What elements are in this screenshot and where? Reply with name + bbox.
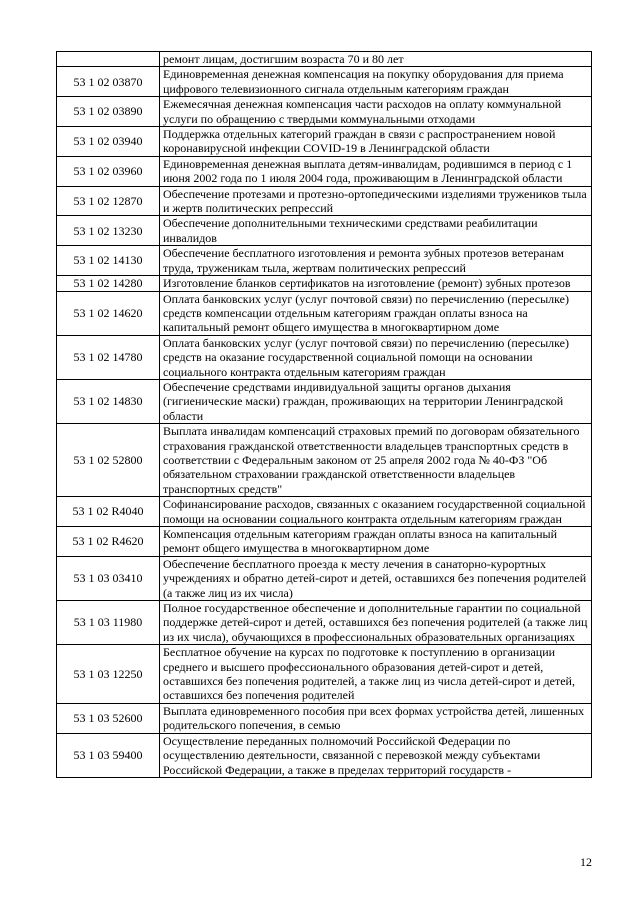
table-row — [57, 97, 592, 127]
table-row — [57, 52, 592, 67]
table-row — [57, 276, 592, 291]
table-row — [57, 497, 592, 527]
row-description: Компенсация отдельным категориям граждан оплаты взноса на капитальный ремонт общего имущества в многоквартирном доме — [160, 527, 592, 557]
row-description: ремонт лицам, достигшим возраста 70 и 80 лет — [160, 52, 592, 67]
row-description: Поддержка отдельных категорий граждан в связи с распространением новой коронавирусной инфекции COVID-19 в Ленинградской области — [160, 127, 592, 157]
row-description: Единовременная денежная выплата детям-инвалидам, родившимся в период с 1 июня 2002 года по 1 июля 2004 года, проживающим в Ленинградской области — [160, 156, 592, 186]
row-code: 53 1 02 52800 — [57, 424, 160, 497]
row-description: Полное государственное обеспечение и дополнительные гарантии по социальной поддержке детей-сирот и детей, оставшихся без попечения родителей (а также лиц из их числа), обучающихся в профессиональных образовательных организациях — [160, 601, 592, 645]
table-row — [57, 186, 592, 216]
row-code: 53 1 02 14830 — [57, 379, 160, 423]
row-description: Единовременная денежная компенсация на покупку оборудования для приема цифрового телевизионного сигнала отдельным категориям граждан — [160, 67, 592, 97]
row-description: Изготовление бланков сертификатов на изготовление (ремонт) зубных протезов — [160, 276, 592, 291]
table-row — [57, 527, 592, 557]
row-code: 53 1 03 03410 — [57, 556, 160, 600]
row-code: 53 1 02 03960 — [57, 156, 160, 186]
row-code: 53 1 02 14130 — [57, 246, 160, 276]
row-description: Выплата инвалидам компенсаций страховых премий по договорам обязательного страхования гражданской ответственности владельцев транспортных средств в соответствии с Федеральным законом от 25 апреля 2002 года № 40-ФЗ "Об обязательном страховании гражданской ответственности владельцев транспортных средств" — [160, 424, 592, 497]
table-row — [57, 424, 592, 497]
table-row — [57, 127, 592, 157]
page-number: 12 — [580, 855, 592, 869]
row-code: 53 1 02 14280 — [57, 276, 160, 291]
table-row — [57, 703, 592, 733]
row-code: 53 1 03 52600 — [57, 703, 160, 733]
table-row — [57, 246, 592, 276]
row-description: Обеспечение бесплатного проезда к месту лечения в санаторно-курортных учреждениях и обратно детей-сирот и детей, оставшихся без попечения родителей (а также лиц из их числа) — [160, 556, 592, 600]
row-code: 53 1 02 14620 — [57, 291, 160, 335]
table-row — [57, 335, 592, 379]
row-code: 53 1 03 11980 — [57, 601, 160, 645]
table-row — [57, 733, 592, 777]
row-code: 53 1 02 R4620 — [57, 527, 160, 557]
row-description: Обеспечение бесплатного изготовления и ремонта зубных протезов ветеранам труда, труженикам тыла, жертвам политических репрессий — [160, 246, 592, 276]
row-code: 53 1 03 59400 — [57, 733, 160, 777]
row-code: 53 1 02 12870 — [57, 186, 160, 216]
row-code: 53 1 02 R4040 — [57, 497, 160, 527]
table-row — [57, 67, 592, 97]
row-description: Выплата единовременного пособия при всех формах устройства детей, лишенных родительского попечения, в семью — [160, 703, 592, 733]
row-description: Бесплатное обучение на курсах по подготовке к поступлению в организации среднего и высшего профессионального образования детей-сирот и детей, оставшихся без попечения родителей, а также лиц из числа детей-сирот и детей, оставшихся без попечения родителей — [160, 645, 592, 704]
row-description: Осуществление переданных полномочий Российской Федерации по осуществлению деятельности, связанной с перевозкой между субъектами Российской Федерации, а также в пределах территорий государств - — [160, 733, 592, 777]
row-description: Ежемесячная денежная компенсация части расходов на оплату коммунальной услуги по обращению с твердыми коммунальными отходами — [160, 97, 592, 127]
row-code: 53 1 02 13230 — [57, 216, 160, 246]
row-code: 53 1 03 12250 — [57, 645, 160, 704]
row-description: Оплата банковских услуг (услуг почтовой связи) по перечислению (пересылке) средств компенсации отдельным категориям граждан оплаты взноса на капитальный ремонт общего имущества в многоквартирном доме — [160, 291, 592, 335]
table-row — [57, 156, 592, 186]
row-description: Оплата банковских услуг (услуг почтовой связи) по перечислению (пересылке) средств на оказание государственной социальной помощи на основании социального контракта отдельным категориям граждан — [160, 335, 592, 379]
row-code: 53 1 02 03940 — [57, 127, 160, 157]
row-code: 53 1 02 03890 — [57, 97, 160, 127]
table-row — [57, 379, 592, 423]
row-description: Обеспечение протезами и протезно-ортопедическими изделиями тружеников тыла и жертв политических репрессий — [160, 186, 592, 216]
budget-codes-table — [56, 51, 592, 778]
table-body — [57, 52, 592, 778]
row-code — [57, 52, 160, 67]
table-row — [57, 291, 592, 335]
table-row — [57, 645, 592, 704]
row-description: Обеспечение дополнительными техническими средствами реабилитации инвалидов — [160, 216, 592, 246]
table-row — [57, 601, 592, 645]
row-code: 53 1 02 03870 — [57, 67, 160, 97]
row-code: 53 1 02 14780 — [57, 335, 160, 379]
table-row — [57, 216, 592, 246]
table-row — [57, 556, 592, 600]
row-description: Обеспечение средствами индивидуальной защиты органов дыхания (гигиенические маски) граждан, проживающих на территории Ленинградской области — [160, 379, 592, 423]
row-description: Софинансирование расходов, связанных с оказанием государственной социальной помощи на основании социального контракта отдельным категориям граждан — [160, 497, 592, 527]
